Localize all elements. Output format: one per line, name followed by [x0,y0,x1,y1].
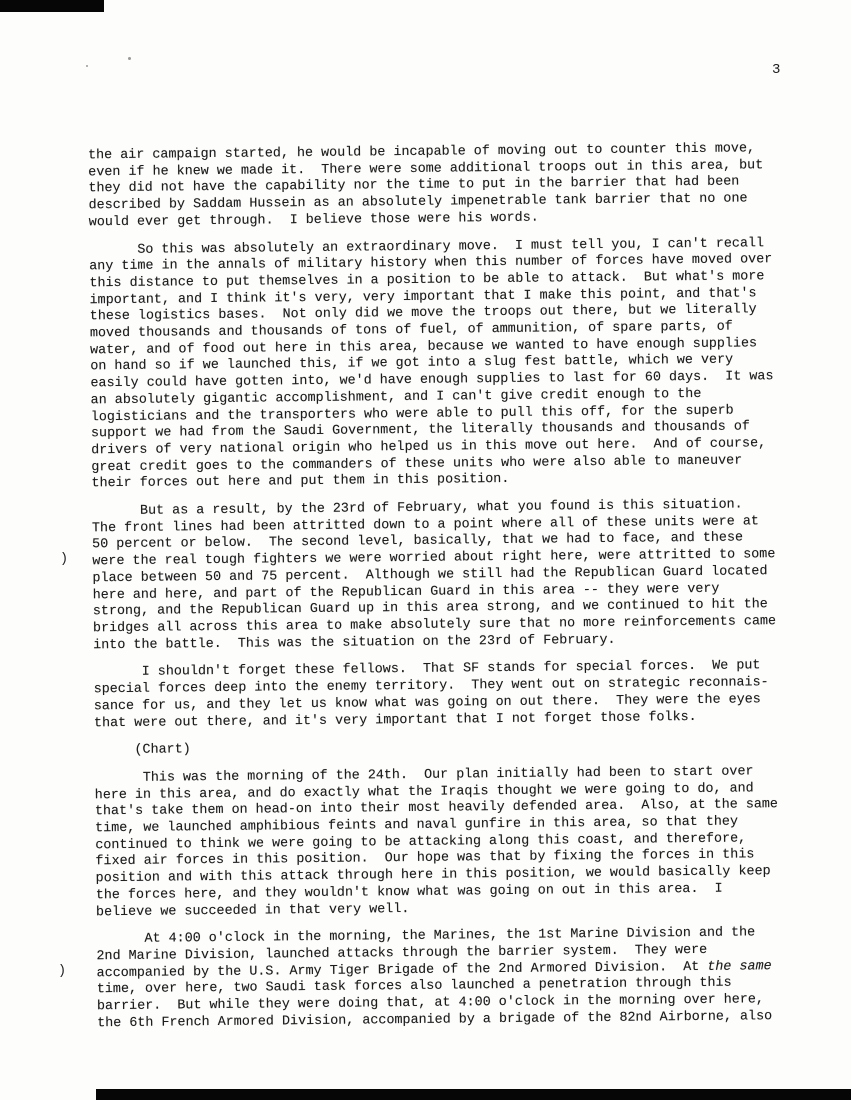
text-line: moved thousands and thousands of tons of fuel, of ammunition, of spare parts, of [89,319,733,342]
text-line: that's take them on head-on into their most heavily defended area. Also, at the same [94,797,779,820]
text-line: strong, and the Republican Guard up in this area strong, and we continued to hit the [92,597,768,620]
text-line: described by Saddam Hussein as an absolutely impenetrable tank barrier that no one [88,191,748,214]
text-line: here in this area, and do exactly what the Iraqis thought we were going to do, and [94,780,754,803]
margin-mark-1: ) [60,552,69,567]
text-line: (Chart) [94,742,191,759]
text-line: on hand so if we launched this, if we got into a slug fest battle, which we very [90,353,734,375]
paragraph [88,141,795,232]
text-line: even if he knew we made it. There were some additional troops out in this area, but [88,157,764,181]
text-line: At 4:00 o'clock in the morning, the Marines, the 1st Marine Division and the [96,925,756,948]
text-line: place between 50 and 75 percent. Although we still had the Republican Guard located [92,564,768,587]
text-line: the air campaign started, he would be incapable of moving out to counter this move, [88,141,756,164]
text-line: here and here, and part of the Republican Guard in this area -- they were very [92,581,720,603]
text-line: that were out there, and it's very important that I not forget those folks. [93,709,697,731]
text-line: time, over here, two Saudi task forces also launched a penetration through this [96,975,732,998]
text-line: any time in the annals of military history when this number of forces have moved over [89,252,773,275]
text-line: the forces here, and they wouldn't know what was going on out in this area. I [95,881,723,904]
text-line: drivers of very national origin who helped us in this move out here. And of course, [91,436,767,459]
text-line: an absolutely gigantic accomplishment, and I can't give credit enough to the [90,386,702,409]
text-line: But as a result, by the 23rd of February, what you found is this situation. [91,497,743,520]
text-line: This was the morning of the 24th. Our plan initially had been to start over [94,764,754,787]
text-line: great credit goes to the commanders of these units who were also able to maneuver [91,453,743,475]
page-number: 3 [772,62,781,78]
text-line: the 6th French Armored Division, accompanied by a brigade of the 82nd Airborne, also [97,1008,773,1032]
paragraph [93,658,800,732]
scan-artifact-bottom-bar [96,1089,851,1100]
document-body [88,141,803,1033]
paragraph [94,736,800,760]
text-line: they did not have the capability nor the time to put in the barrier that had been [88,174,740,197]
text-line: accompanied by the U.S. Army Tiger Brigade of the 2nd Armored Division. At the same [96,958,772,981]
text-line: sance for us, and they let us know what was going on out there. They were the eyes [93,692,761,715]
margin-mark-2: ) [58,964,67,979]
text-line: 2nd Marine Division, launched attacks through the barrier system. They were [96,942,708,965]
text-line: position and with this attack through here in this position, we would basically keep [95,864,771,887]
paragraph [92,497,800,655]
scan-speck [86,65,88,67]
text-line: this distance to put themselves in a position to be able to attack. But what's more [89,269,765,292]
emphasized-text: the same [707,958,772,975]
scan-speck [128,57,131,60]
text-line: continued to think we were going to be attacking along this coast, and therefore, [95,831,747,853]
text-line: were the real tough fighters we were worried about right here, were attritted to some [92,547,776,570]
paragraph [95,764,803,922]
scan-artifact-top-bar [0,0,104,12]
text-line: special forces deep into the enemy territory. They went out on strategic reconnais- [93,675,769,698]
text-line: these logistics bases. Not only did we move the troops out there, but we literally [89,302,757,325]
text-line: would ever get through. I believe those were his words. [88,210,539,231]
text-line: water, and of food out here in this area, because we wanted to have enough supplies [90,336,758,359]
paragraph [96,925,803,1033]
text-line: time, we launched amphibious feints and naval gunfire in this area, so that they [95,814,739,837]
text-line: I shouldn't forget these fellows. That SF stands for special forces. We put [93,658,761,681]
text-line: easily could have gotten into, we'd have enough supplies to last for 60 days. It was [90,369,774,392]
text-line: The front lines had been attritted down to a point where all of these units were at [91,514,759,537]
text-line: support we had from the Saudi Government, the literally thousands and thousands of [90,419,750,442]
paragraph [89,235,798,493]
text-line: bridges all across this area to make absolutely sure that no more reinforcements came [92,614,777,637]
text-line: their forces out here and put them in this position. [91,472,510,492]
text-line: important, and I think it's very, very important that I make this point, and that's [89,285,757,308]
text-line: into the battle. This was the situation on the 23rd of February. [93,632,616,653]
text-line: 50 percent or below. The second level, basically, that we had to face, and these [92,530,744,553]
text-line: barrier. But while they were doing that, at 4:00 o'clock in the morning over here, [96,992,765,1015]
text-line: So this was absolutely an extraordinary move. I must tell you, I can't recall [88,235,765,258]
text-line: logisticians and the transporters who were able to pull this off, for the superb [90,403,734,425]
text-line: believe we succeeded in that very well. [95,901,410,920]
text-line: fixed air forces in this position. Our hope was that by fixing the forces in this [95,847,755,870]
